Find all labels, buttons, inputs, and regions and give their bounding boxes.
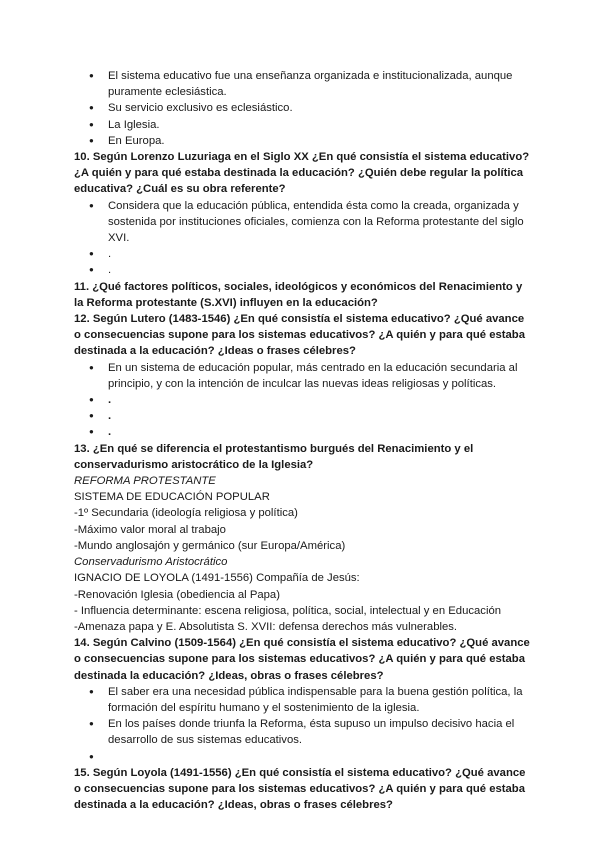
list-item: ● El sistema educativo fue una enseñanza organizada e institucionalizada, aunque puramente eclesiástica.: [74, 68, 534, 100]
question-14-heading: 14. Según Calvino (1509-1564) ¿En qué consistía el sistema educativo? ¿Qué avance o consecuencias supone para los sistemas educativos? ¿A quién y para qué estaba destinada la educación? ¿Ideas, obras o frases célebres?: [74, 637, 530, 682]
conservadurismo-line: IGNACIO DE LOYOLA (1491-1556) Compañía de Jesús:: [74, 572, 360, 585]
question-11-heading: 11. ¿Qué factores políticos, sociales, ideológicos y económicos del Renacimiento y la Reforma protestante (S.XVI) influyen en la educación?: [74, 280, 523, 309]
conservadurismo-line: -Amenaza papa y E. Absolutista S. XVII: defensa derechos más vulnerables.: [74, 620, 458, 633]
reforma-line: SISTEMA DE EDUCACIÓN POPULAR: [74, 491, 270, 504]
question-12-heading: 12. Según Lutero (1483-1546) ¿En qué consistía el sistema educativo? ¿Qué avance o consecuencias supone para los sistemas educativos? ¿A quién y para qué estaba destinada a la educación? ¿Ideas o frases célebres?: [74, 313, 525, 358]
conservadurismo-line: - Influencia determinante: escena religiosa, política, social, intelectual y en Educación: [74, 604, 502, 617]
question-13-heading: 13. ¿En qué se diferencia el protestantismo burgués del Renacimiento y el conservadurismo aristocrático de la Iglesia?: [74, 442, 474, 471]
list-item: ● .: [74, 392, 534, 408]
document-page: [74, 68, 534, 813]
question-10-answers: [74, 198, 534, 279]
list-item: ● .: [74, 246, 534, 262]
list-item: ● En los países donde triunfa la Reforma, ésta supuso un impulso decisivo hacia el desarrollo de sus sistemas educativos.: [74, 716, 534, 748]
reforma-line: -1º Secundaria (ideología religiosa y política): [74, 507, 298, 520]
reforma-line: -Máximo valor moral al trabajo: [74, 523, 226, 536]
conservadurismo-heading: Conservadurismo Aristocrático: [74, 556, 228, 569]
bullet-list-top: [74, 68, 534, 149]
list-item: ● .: [74, 408, 534, 424]
reforma-line: -Mundo anglosajón y germánico (sur Europa/América): [74, 539, 346, 552]
question-12-answers: [74, 360, 534, 441]
conservadurismo-line: -Renovación Iglesia (obediencia al Papa): [74, 588, 280, 601]
question-10-heading: 10. Según Lorenzo Luzuriaga en el Siglo XX ¿En qué consistía el sistema educativo? ¿A quién y para qué estaba destinada la educación? ¿Quién debe regular la política educativa? ¿Cuál es su obra referente?: [74, 151, 530, 196]
question-14-answers: [74, 684, 534, 765]
list-item: ● .: [74, 262, 534, 278]
list-item: ● Considera que la educación pública, entendida ésta como la creada, organizada y sostenida por instituciones oficiales, comienza con la Reforma protestante del siglo XVI.: [74, 198, 534, 247]
list-item: ● La Iglesia.: [74, 117, 534, 133]
reforma-protestante-heading: REFORMA PROTESTANTE: [74, 475, 216, 488]
list-item: ● .: [74, 424, 534, 440]
list-item: ● En un sistema de educación popular, más centrado en la educación secundaria al principio, y con la intención de inculcar las nuevas ideas religiosas y políticas.: [74, 360, 534, 392]
list-item: ● En Europa.: [74, 133, 534, 149]
list-item: ● Su servicio exclusivo es eclesiástico.: [74, 100, 534, 116]
question-15-heading: 15. Según Loyola (1491-1556) ¿En qué consistía el sistema educativo? ¿Qué avance o consecuencias supone para los sistemas educativos? ¿A quién y para qué estaba destinada a la educación? ¿Ideas, obras o frases célebres?: [74, 766, 526, 812]
list-item: ● El saber era una necesidad pública indispensable para la buena gestión política, la formación del espíritu humano y el sostenimiento de la iglesia.: [74, 684, 534, 716]
list-item: [74, 749, 534, 765]
